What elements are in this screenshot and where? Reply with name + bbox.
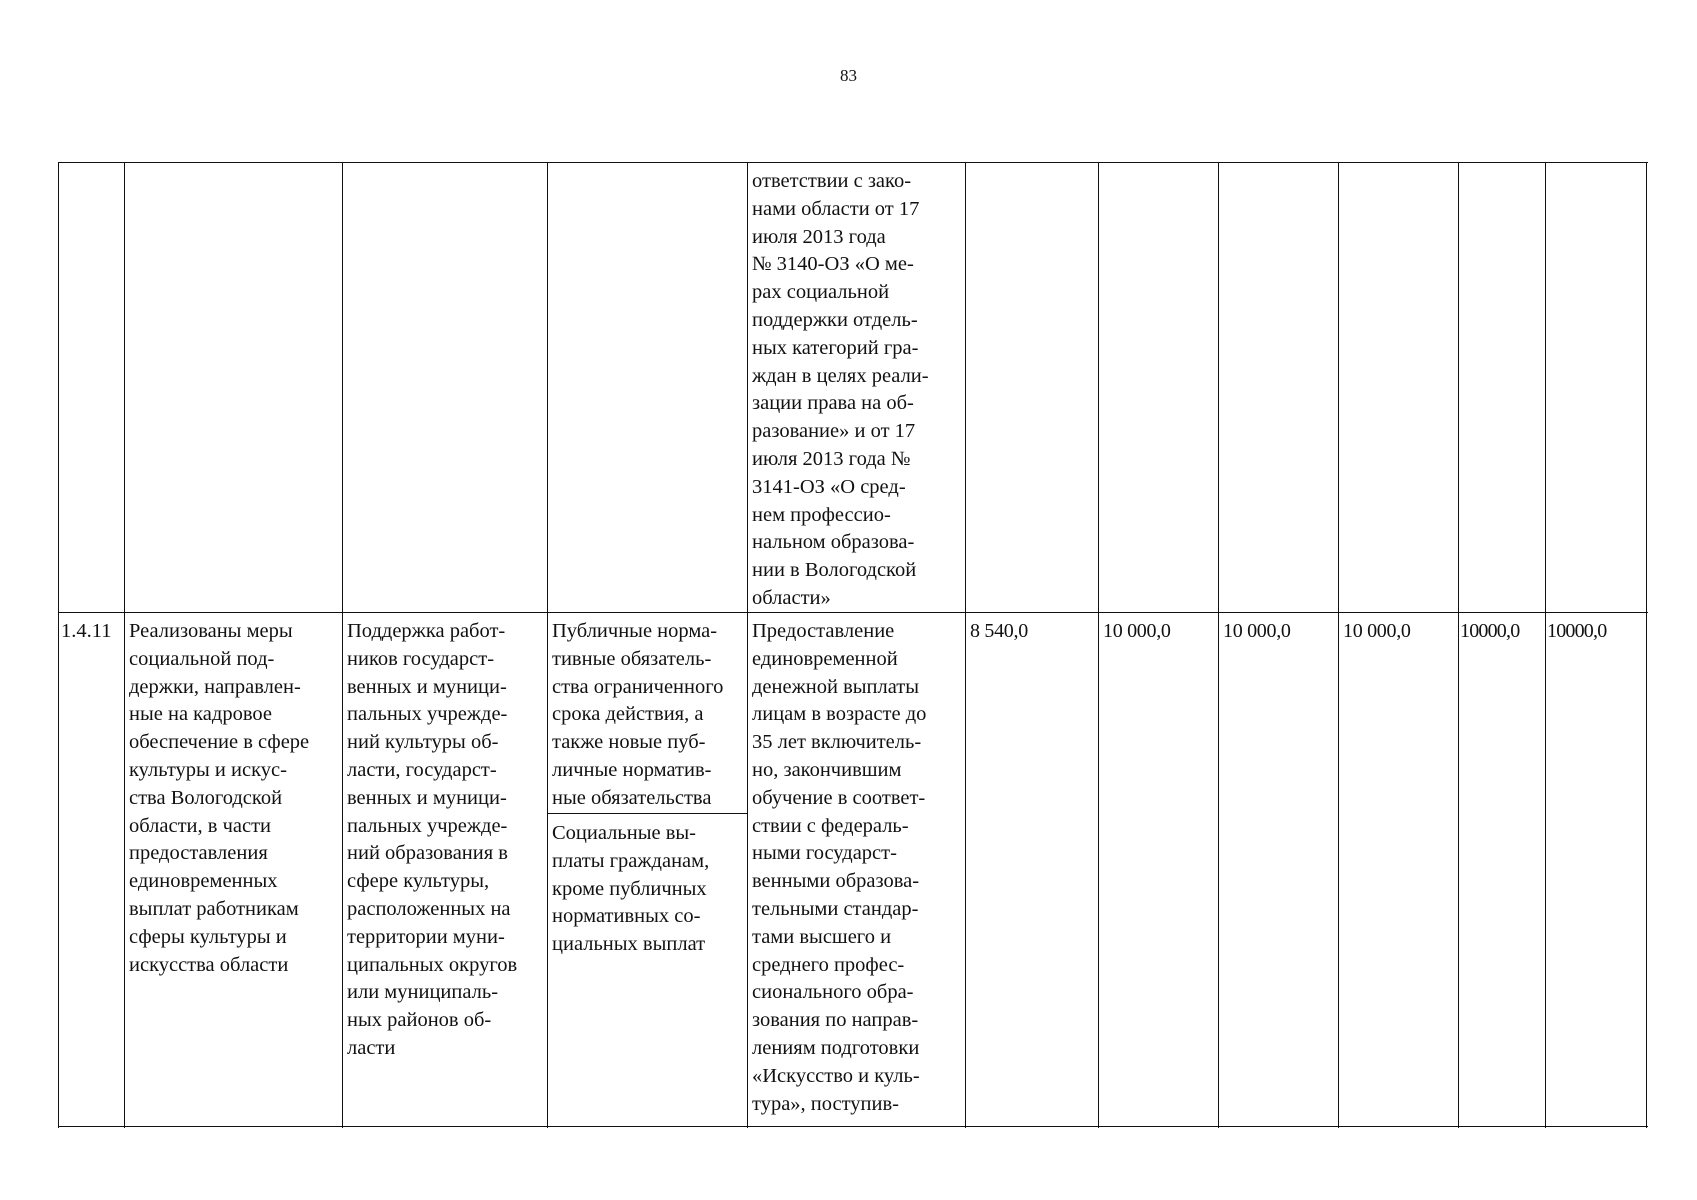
text-line: ства Вологодской <box>129 786 283 809</box>
text-line: но, закончившим <box>752 758 902 781</box>
text-line: нии в Вологодской <box>752 559 917 582</box>
subcell-separator <box>547 813 747 814</box>
text-line: ждан в целях реали- <box>752 364 929 387</box>
text-line: ных категорий гра- <box>752 336 919 359</box>
text-line: ний культуры об- <box>347 731 499 754</box>
text-line: социальной под- <box>129 647 275 670</box>
text-line: нами области от 17 <box>752 197 920 220</box>
text-line: 3141-ОЗ «О сред- <box>752 475 906 498</box>
text-line: искусства области <box>129 953 289 976</box>
text-line: 35 лет включитель- <box>752 731 922 754</box>
text-line: Поддержка работ- <box>347 620 506 642</box>
table-bottom-border <box>58 1126 1648 1127</box>
text-line: Публичные норма- <box>552 620 718 642</box>
text-line: «Искусство и куль- <box>752 1064 920 1087</box>
text-line: денежной выплаты <box>752 675 920 698</box>
value-cell <box>1218 618 1338 646</box>
text-line: ные обязательства <box>552 786 712 809</box>
payment-description <box>747 618 965 1118</box>
text-line: срока действия, а <box>552 703 704 726</box>
text-line: лицам в возрасте до <box>752 703 927 726</box>
value-cell <box>965 618 1098 646</box>
text-line: или муниципаль- <box>347 981 499 1004</box>
value-cell <box>1098 618 1218 646</box>
value-text: 10000,0 <box>1460 620 1520 642</box>
text-line: рах социальной <box>752 281 890 304</box>
measure-description <box>342 618 547 1063</box>
budget-table <box>58 162 1648 1128</box>
result-description <box>124 618 342 979</box>
text-line: венных и муници- <box>347 786 507 809</box>
text-line: ников государст- <box>347 647 495 670</box>
text-line: держки, направлен- <box>129 675 301 698</box>
text-line: сфере культуры, <box>347 870 490 893</box>
text-line: венных и муници- <box>347 675 507 698</box>
text-line: ципальных округов <box>347 953 518 976</box>
value-cell <box>1458 618 1545 646</box>
text-line: единовременной <box>752 647 898 670</box>
text-line: № 3140-ОЗ «О ме- <box>752 253 914 276</box>
text-line: обеспечение в сфере <box>129 731 310 754</box>
text-line: нальном образова- <box>752 531 915 554</box>
text-line: нормативных со- <box>552 905 701 928</box>
text-line: предоставления <box>129 842 268 865</box>
value-text: 10 000,0 <box>1223 620 1291 642</box>
text-line: тельными стандар- <box>752 897 919 920</box>
value-text: 10 000,0 <box>1103 620 1171 642</box>
text-line: культуры и искус- <box>129 758 287 781</box>
text-line: ответствии с зако- <box>752 170 912 192</box>
text-line: разование» и от 17 <box>752 420 916 443</box>
expense-type-top <box>547 618 747 813</box>
text-line: платы гражданам, <box>552 849 710 872</box>
page-number: 83 <box>840 66 857 85</box>
text-line: тура», поступив- <box>752 1092 900 1115</box>
text-line: поддержки отдель- <box>752 308 918 331</box>
text-line: зации права на об- <box>752 392 914 415</box>
text-line: июля 2013 года № <box>752 447 911 470</box>
continuation-legal-basis <box>747 168 965 613</box>
value-text: 10000,0 <box>1547 620 1607 642</box>
text-line: пальных учрежде- <box>347 703 508 726</box>
text-line: Социальные вы- <box>552 822 696 844</box>
table-top-border <box>58 162 1648 163</box>
text-line: ний образования в <box>347 842 508 865</box>
text-line: расположенных на <box>347 897 511 920</box>
text-line: зования по направ- <box>752 1009 919 1032</box>
text-line: сферы культуры и <box>129 925 287 948</box>
text-line: лениям подготовки <box>752 1036 920 1059</box>
text-line: среднего профес- <box>752 953 905 976</box>
text-line: Предоставление <box>752 620 895 642</box>
text-line: области, в части <box>129 814 272 837</box>
text-line: выплат работникам <box>129 897 299 920</box>
text-line: обучение в соответ- <box>752 786 926 809</box>
text-line: тивные обязатель- <box>552 647 712 670</box>
expense-type-bottom <box>547 820 747 959</box>
text-line: ства ограниченного <box>552 675 724 698</box>
text-line: венными образова- <box>752 870 920 893</box>
text-line: циальных выплат <box>552 933 706 956</box>
text-line: ствии с федераль- <box>752 814 909 837</box>
row-number-text: 1.4.11 <box>61 620 112 642</box>
text-line: сионального обра- <box>752 981 914 1004</box>
text-line: ласти <box>347 1036 396 1059</box>
text-line: территории муни- <box>347 925 505 948</box>
text-line: июля 2013 года <box>752 225 886 248</box>
text-line: единовременных <box>129 870 278 893</box>
text-line: ных районов об- <box>347 1009 492 1032</box>
value-cell <box>1338 618 1458 646</box>
text-line: области» <box>752 586 831 609</box>
value-text: 8 540,0 <box>970 620 1028 642</box>
row-number <box>58 618 124 646</box>
text-line: ными государст- <box>752 842 897 865</box>
text-line: Реализованы меры <box>129 620 293 642</box>
value-text: 10 000,0 <box>1343 620 1411 642</box>
text-line: ласти, государст- <box>347 758 497 781</box>
text-line: тами высшего и <box>752 925 892 948</box>
text-line: пальных учрежде- <box>347 814 508 837</box>
text-line: также новые пуб- <box>552 731 706 754</box>
text-line: нем профессио- <box>752 503 891 526</box>
text-line: кроме публичных <box>552 877 707 900</box>
value-cell <box>1545 618 1646 646</box>
text-line: ные на кадровое <box>129 703 272 726</box>
col-border-11 <box>1646 162 1647 1128</box>
text-line: личные норматив- <box>552 758 712 781</box>
